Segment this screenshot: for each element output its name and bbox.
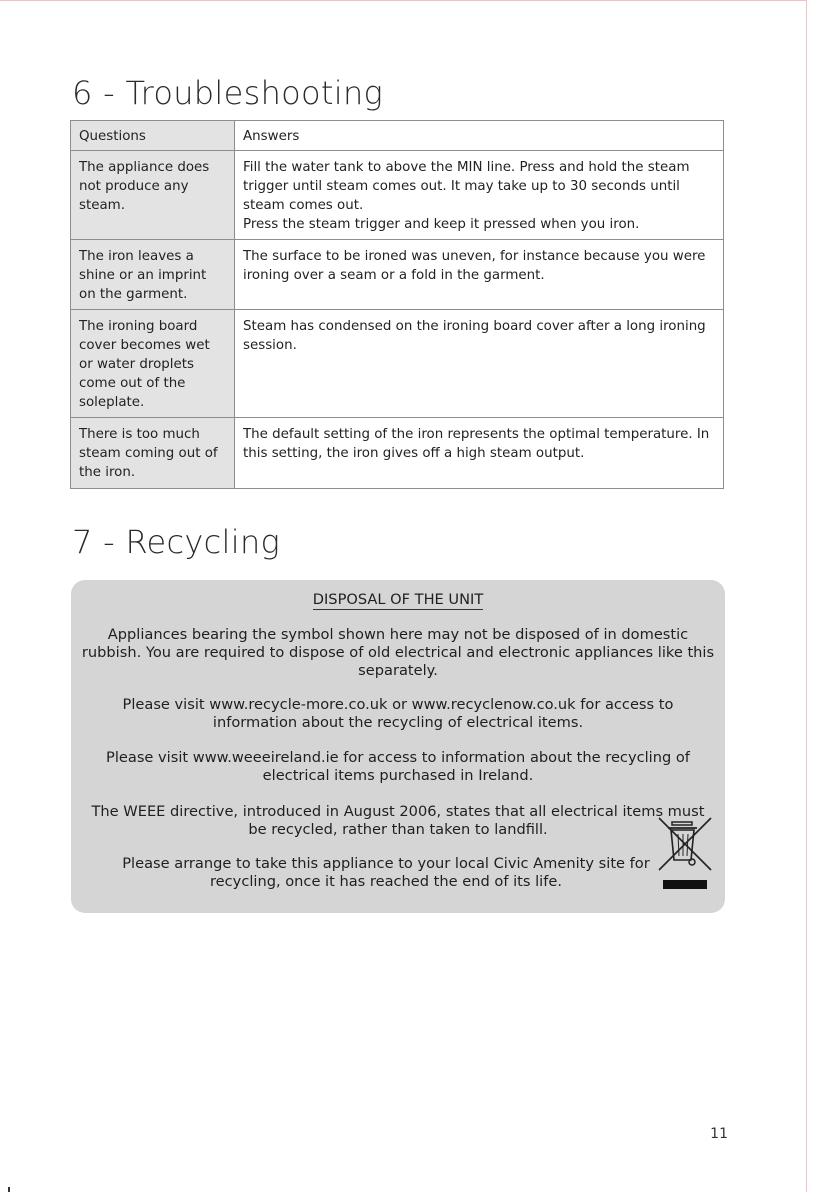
answer-cell [235,151,724,240]
disposal-heading [71,591,725,609]
answer-cell [235,240,724,310]
answer-line: The default setting of the iron represents the optimal temperature. In this setting, the iron gives off a high steam output. [243,427,710,461]
table-row [71,310,724,418]
table-row [71,418,724,489]
answer-line: Fill the water tank to above the MIN line. Press and hold the steam trigger until steam comes out. It may take up to 30 seconds until steam comes out. [243,160,690,213]
crossed-out-wheelie-bin-icon [657,814,713,894]
questions-header: Questions [71,121,235,151]
disposal-notice-box [71,580,725,913]
troubleshooting-title: 6 - Troubleshooting [72,74,384,112]
recycling-title: 7 - Recycling [72,523,281,561]
answer-cell [235,418,724,489]
page-top-edge [0,0,806,1]
page-number: 11 [710,1126,728,1142]
disposal-paragraph: Please visit www.weeeireland.ie for access to information about the recycling of electrical items purchased in Ireland. [106,749,690,784]
question-cell: The appliance does not produce any steam. [71,151,235,240]
disposal-paragraph: Please arrange to take this appliance to your local Civic Amenity site for recycling, once it has reached the end of its life. [122,855,650,890]
disposal-paragraph: The WEEE directive, introduced in August 2006, states that all electrical items must be recycled, rather than taken to landfill. [91,803,705,838]
disposal-heading-text: DISPOSAL OF THE UNIT [312,591,484,608]
table-header-row [71,121,724,151]
answers-header: Answers [235,121,724,151]
table-row [71,151,724,240]
answer-line: Steam has condensed on the ironing board cover after a long ironing session. [243,319,706,353]
disposal-paragraph: Appliances bearing the symbol shown here may not be disposed of in domestic rubbish. You are required to dispose of old electrical and electronic appliances like this separately. [81,626,715,679]
question-cell: The ironing board cover becomes wet or water droplets come out of the soleplate. [71,310,235,418]
answer-line: Press the steam trigger and keep it pressed when you iron. [243,217,640,232]
question-cell: The iron leaves a shine or an imprint on the garment. [71,240,235,310]
disposal-paragraph: Please visit www.recycle-more.co.uk or www.recyclenow.co.uk for access to information about the recycling of electrical items. [122,696,674,731]
troubleshooting-table [70,120,724,489]
question-cell: There is too much steam coming out of the iron. [71,418,235,489]
answer-cell [235,310,724,418]
crop-mark [8,1187,10,1192]
table-row [71,240,724,310]
page-right-edge [806,0,807,1192]
answer-line: The surface to be ironed was uneven, for instance because you were ironing over a seam or a fold in the garment. [243,249,706,283]
